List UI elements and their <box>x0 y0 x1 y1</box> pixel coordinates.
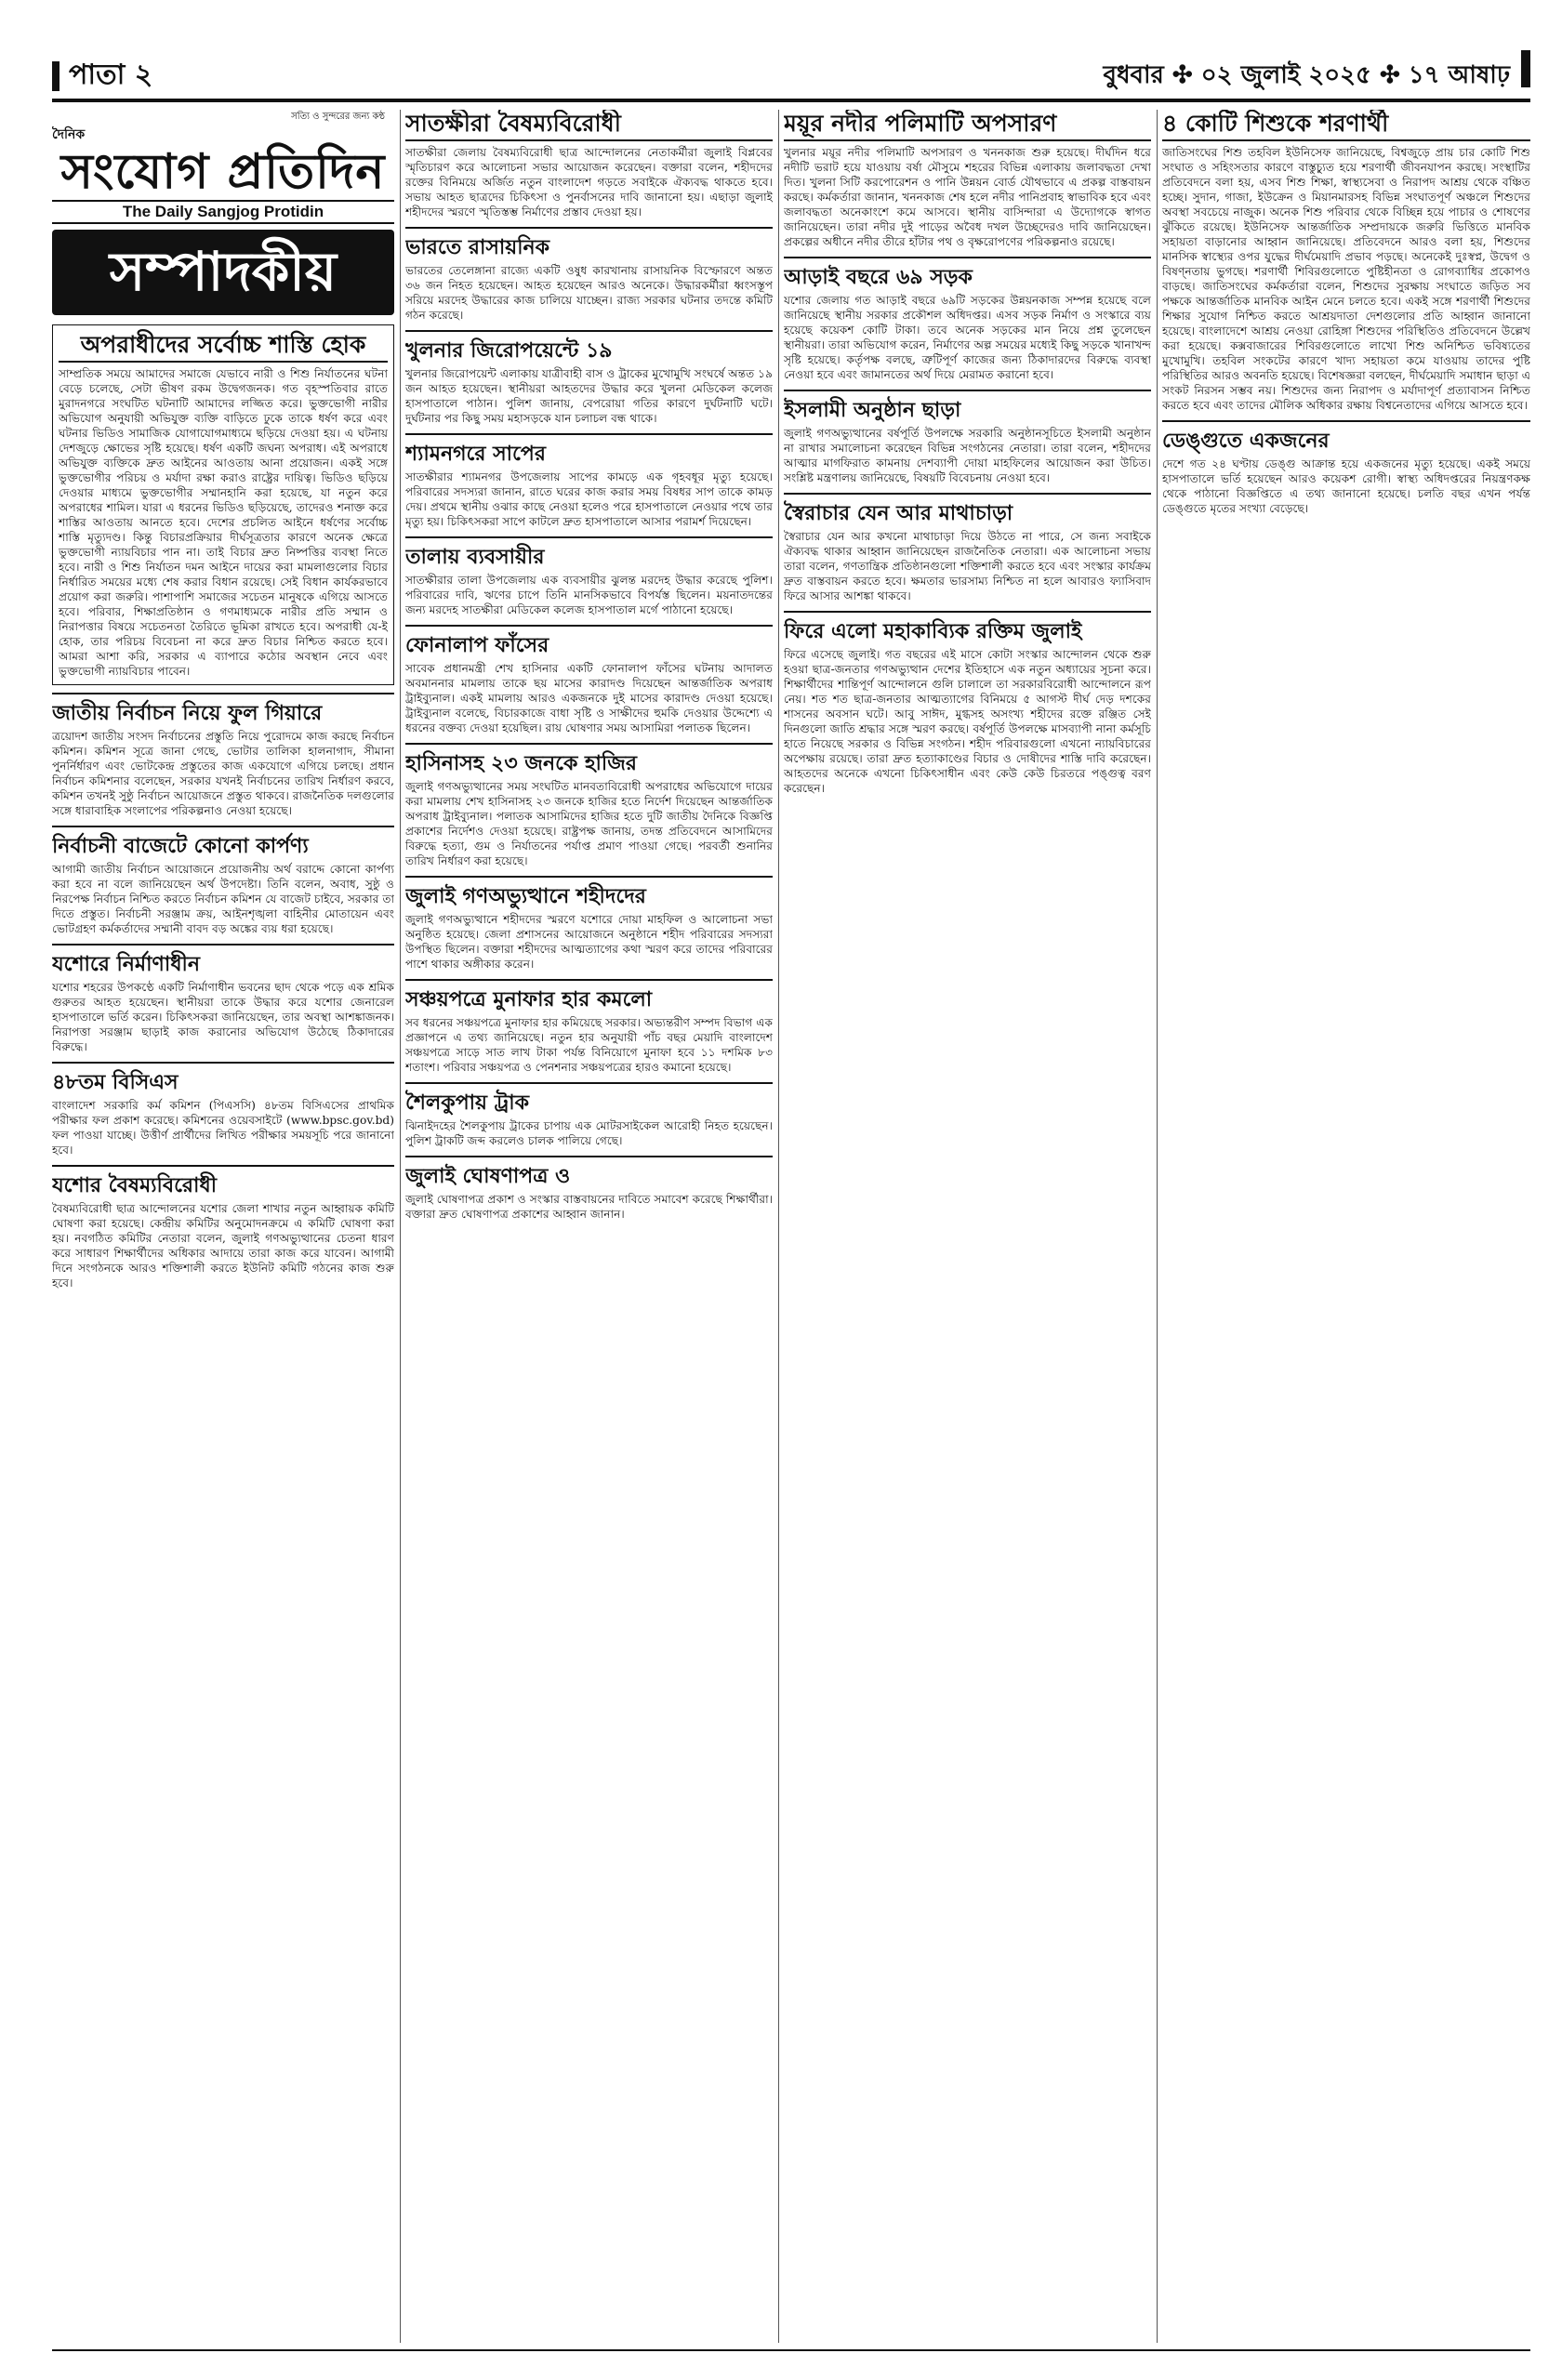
article-separator <box>52 1062 394 1064</box>
article-body: সব ধরনের সঞ্চয়পত্রে মুনাফার হার কমিয়েছে সরকার। অভ্যন্তরীণ সম্পদ বিভাগ এক প্রজ্ঞাপনে এ তথ্য জানিয়েছে। নতুন হার অনুযায়ী পাঁচ বছর মেয়াদি বাংলাদেশ সঞ্চয়পত্রে সাড়ে সাত লাখ টাকা পর্যন্ত বিনিয়োগে মুনাফা হবে ১১ দশমিক ৮৩ শতাংশ। পরিবার সঞ্চয়পত্র ও পেনশনার সঞ্চয়পত্রের হারও কমানো হয়েছে। <box>405 1016 773 1074</box>
column-1-articles <box>52 324 394 1290</box>
news-article <box>784 110 1151 249</box>
column-2-articles <box>405 110 773 1222</box>
article-headline: নির্বাচনী বাজেটে কোনো কার্পণ্য <box>52 835 309 858</box>
article-body: ভারতের তেলেঙ্গানা রাজ্যে একটি ওষুধ কারখানায় রাসায়নিক বিস্ফোরণে অন্তত ৩৬ জন নিহত হয়েছেন। আহত হয়েছেন আরও অনেকে। উদ্ধারকর্মীরা ধ্বংসস্তূপ সরিয়ে মরদেহ উদ্ধারের কাজ চালিয়ে যাচ্ছেন। রাজ্য সরকার ঘটনার তদন্তে কমিটি গঠন করেছে। <box>405 264 773 322</box>
article-headline: ইসলামী অনুষ্ঠান ছাড়া <box>784 399 961 422</box>
article-body: জাতিসংঘের শিশু তহবিল ইউনিসেফ জানিয়েছে, বিশ্বজুড়ে প্রায় চার কোটি শিশু সংঘাত ও সহিংসতার কারণে বাস্তুচ্যুত হয়ে শরণার্থী জীবনযাপন করছে। সংস্থাটির প্রতিবেদনে বলা হয়, এসব শিশু শিক্ষা, স্বাস্থ্যসেবা ও নিরাপদ আশ্রয় থেকে বঞ্চিত হচ্ছে। সুদান, গাজা, ইউক্রেন ও মিয়ানমারসহ বিভিন্ন সংঘাতপূর্ণ অঞ্চলে শিশুদের অবস্থা সবচেয়ে নাজুক। অনেক শিশু পরিবার থেকে বিচ্ছিন্ন হয়ে পাচার ও শোষণের ঝুঁকিতে রয়েছে। ইউনিসেফ আন্তর্জাতিক সম্প্রদায়কে জরুরি ভিত্তিতে মানবিক সহায়তা বাড়ানোর আহ্বান জানিয়েছে। প্রতিবেদনে আরও বলা হয়, শিশুদের মানসিক স্বাস্থ্যের ওপর যুদ্ধের দীর্ঘমেয়াদি প্রভাব পড়ছে। অনেকেই দুঃস্বপ্ন, উদ্বেগ ও বিষণ্নতায় ভুগছে। শরণার্থী শিবিরগুলোতে পুষ্টিহীনতা ও রোগব্যাধির প্রকোপও বাড়ছে। জাতিসংঘের কর্মকর্তারা বলেন, শিশুদের সুরক্ষায় সংঘাতে জড়িত সব পক্ষকে আন্তর্জাতিক মানবিক আইন মেনে চলতে হবে। একই সঙ্গে শরণার্থী শিশুদের শিক্ষার সুযোগ নিশ্চিত করতে আশ্রয়দাতা দেশগুলোর প্রতি আহ্বান জানানো হয়েছে। বাংলাদেশে আশ্রয় নেওয়া রোহিঙ্গা শিশুদের পরিস্থিতিও প্রতিবেদনে উল্লেখ করা হয়েছে। কক্সবাজারের শিবিরগুলোতে লাখো শিশু অনিশ্চিত ভবিষ্যতের মুখোমুখি। তহবিল সংকটের কারণে খাদ্য সহায়তা কমে যাওয়ায় তাদের পুষ্টি পরিস্থিতির আরও অবনতি হয়েছে। বিশেষজ্ঞরা বলছেন, দীর্ঘমেয়াদি সমাধান ছাড়া এ সংকট নিরসন সম্ভব নয়। শিশুদের জন্য নিরাপদ ও মর্যাদাপূর্ণ প্রত্যাবাসন নিশ্চিত করতে হবে এবং তাদের মৌলিক অধিকার রক্ষায় বিশ্বনেতাদের এগিয়ে আসতে হবে। <box>1162 146 1530 412</box>
news-article <box>52 1174 394 1290</box>
article-headline: অপরাধীদের সর্বোচ্চ শাস্তি হোক <box>59 331 388 363</box>
masthead-tagline: সত্যি ও সুন্দরের জন্য কন্ঠ <box>291 112 385 122</box>
news-article <box>52 324 394 685</box>
article-separator <box>784 493 1151 495</box>
article-headline: জাতীয় নির্বাচন নিয়ে ফুল গিয়ারে <box>52 702 323 725</box>
column-3-articles <box>784 110 1151 796</box>
news-article <box>405 236 773 323</box>
article-headline: সাতক্ষীরা বৈষম্যবিরোধী <box>405 110 773 141</box>
article-separator <box>405 536 773 538</box>
news-article <box>405 634 773 735</box>
masthead-prefix: দৈনিক <box>52 127 86 142</box>
article-body: যশোর জেলায় গত আড়াই বছরে ৬৯টি সড়কের উন্নয়নকাজ সম্পন্ন হয়েছে বলে জানিয়েছে স্থানীয় সরকার প্রকৌশল অধিদপ্তর। এসব সড়ক নির্মাণ ও সংস্কারে ব্যয় হয়েছে কয়েকশ কোটি টাকা। তবে অনেক সড়কের মান নিয়ে প্রশ্ন তুলেছেন স্থানীয়রা। তারা অভিযোগ করেন, নির্মাণের অল্প সময়ের মধ্যেই কিছু সড়কে খানাখন্দ সৃষ্টি হয়েছে। কর্তৃপক্ষ বলছে, ত্রুটিপূর্ণ কাজের জন্য ঠিকাদারদের বিরুদ্ধে ব্যবস্থা নেওয়া হবে এবং জামানতের অর্থ দিয়ে মেরামত করানো হবে। <box>784 294 1151 381</box>
column-divider <box>1157 110 1158 2343</box>
column-4 <box>1162 110 1530 2343</box>
article-headline: ডেঙ্গুতে একজনের <box>1162 430 1330 453</box>
article-separator <box>405 743 773 745</box>
issue-date: বুধবার ✣ ০২ জুলাই ২০২৫ ✣ ১৭ আষাঢ় <box>1103 61 1510 89</box>
news-article <box>784 502 1151 603</box>
news-article <box>784 266 1151 382</box>
article-headline: আড়াই বছরে ৬৯ সড়ক <box>784 266 973 289</box>
page-footer-rule <box>52 2349 1530 2351</box>
news-article <box>405 752 773 868</box>
article-body: বাংলাদেশ সরকারি কর্ম কমিশন (পিএসসি) ৪৮তম বিসিএসের প্রাথমিক পরীক্ষার ফল প্রকাশ করেছে। কমিশনের ওয়েবসাইটে (www.bpsc.gov.bd) ফল পাওয়া যাচ্ছে। উত্তীর্ণ প্রার্থীদের লিখিত পরীক্ষার সময়সূচি পরে জানানো হবে। <box>52 1099 394 1157</box>
article-headline: ৪৮তম বিসিএস <box>52 1071 179 1094</box>
article-separator <box>1162 420 1530 422</box>
news-article <box>52 1071 394 1157</box>
article-separator <box>405 625 773 627</box>
article-headline: স্বৈরাচার যেন আর মাথাচাড়া <box>784 502 1013 525</box>
article-separator <box>405 876 773 878</box>
article-separator <box>784 257 1151 258</box>
article-separator <box>405 433 773 435</box>
news-article <box>405 988 773 1075</box>
article-body: খুলনার ময়ূর নদীর পলিমাটি অপসারণ ও খননকাজ শুরু হয়েছে। দীর্ঘদিন ধরে নদীটি ভরাট হয়ে যাওয়ায় বর্ষা মৌসুমে শহরের বিভিন্ন এলাকায় জলাবদ্ধতা দেখা দিত। খুলনা সিটি করপোরেশন ও পানি উন্নয়ন বোর্ড যৌথভাবে এ প্রকল্প বাস্তবায়ন করছে। কর্মকর্তারা জানান, খননকাজ শেষ হলে নদীর পানিপ্রবাহ স্বাভাবিক হবে এবং জলাবদ্ধতা অনেকাংশে কমে আসবে। স্থানীয় বাসিন্দারা এ উদ্যোগকে স্বাগত জানিয়েছেন। তারা নদীর দুই পাড়ের অবৈধ দখল উচ্ছেদেরও দাবি জানিয়েছেন। প্রকল্পের অধীনে নদীর তীরে হাঁটার পথ ও বৃক্ষরোপণের পরিকল্পনাও রয়েছে। <box>784 146 1151 248</box>
article-headline: জুলাই গণঅভ্যুত্থানে শহীদদের <box>405 885 646 908</box>
article-headline: শৈলকুপায় ট্রাক <box>405 1091 530 1115</box>
column-3 <box>784 110 1151 2343</box>
article-headline: তালায় ব্যবসায়ীর <box>405 546 545 569</box>
news-article <box>405 885 773 972</box>
article-body: সাতক্ষীরার তালা উপজেলায় এক ব্যবসায়ীর ঝুলন্ত মরদেহ উদ্ধার করেছে পুলিশ। পরিবারের দাবি, ঋণের চাপে তিনি মানসিকভাবে বিপর্যস্ত ছিলেন। ময়নাতদন্তের জন্য মরদেহ সাতক্ষীরা মেডিকেল কলেজ হাসপাতাল মর্গে পাঠানো হয়েছে। <box>405 574 773 616</box>
article-separator <box>52 1165 394 1167</box>
article-separator <box>405 1082 773 1084</box>
masthead <box>52 110 394 224</box>
article-body: ফিরে এসেছে জুলাই। গত বছরের এই মাসে কোটা সংস্কার আন্দোলন থেকে শুরু হওয়া ছাত্র-জনতার গণঅভ্যুত্থান দেশের ইতিহাসে এক নতুন অধ্যায়ের সূচনা করে। শিক্ষার্থীদের শান্তিপূর্ণ আন্দোলনে গুলি চালালে তা সরকারবিরোধী আন্দোলনে রূপ নেয়। শত শত ছাত্র-জনতার আত্মত্যাগের বিনিময়ে ৫ আগস্ট দীর্ঘ দেড় দশকের শাসনের অবসান ঘটে। আবু সাঈদ, মুগ্ধসহ অসংখ্য শহীদের রক্তে রঞ্জিত সেই দিনগুলো জাতি শ্রদ্ধার সঙ্গে স্মরণ করছে। বর্ষপূর্তি উপলক্ষে মাসব্যাপী নানা কর্মসূচি হাতে নিয়েছে সরকার ও বিভিন্ন সংগঠন। শহীদ পরিবারগুলো এখনো ন্যায়বিচারের অপেক্ষায় রয়েছে। তারা দ্রুত হত্যাকাণ্ডের বিচার ও দোষীদের শাস্তি দাবি করেছেন। আহতদের অনেকে এখনো চিকিৎসাধীন এবং কেউ কেউ চিরতরে পঙ্গুত্ব বরণ করেছেন। <box>784 648 1151 795</box>
article-headline: হাসিনাসহ ২৩ জনকে হাজির <box>405 752 638 775</box>
news-article <box>405 546 773 617</box>
news-article <box>1162 430 1530 516</box>
article-body: খুলনার জিরোপয়েন্ট এলাকায় যাত্রীবাহী বাস ও ট্রাকের মুখোমুখি সংঘর্ষে অন্তত ১৯ জন আহত হয়েছেন। স্থানীয়রা আহতদের উদ্ধার করে খুলনা মেডিকেল কলেজ হাসপাতালে পাঠান। পুলিশ জানায়, বেপরোয়া গতির কারণে দুর্ঘটনাটি ঘটে। দুর্ঘটনার পর কিছু সময় মহাসড়কে যান চলাচল বন্ধ থাকে। <box>405 367 773 425</box>
article-headline: ফোনালাপ ফাঁসের <box>405 634 549 657</box>
article-body: দেশে গত ২৪ ঘণ্টায় ডেঙ্গু আক্রান্ত হয়ে একজনের মৃত্যু হয়েছে। একই সময়ে হাসপাতালে ভর্তি হয়েছেন আরও কয়েকশ রোগী। স্বাস্থ্য অধিদপ্তরের নিয়ন্ত্রণকক্ষ থেকে পাঠানো বিজ্ঞপ্তিতে এ তথ্য জানানো হয়েছে। চলতি বছর এখন পর্যন্ত ডেঙ্গুতে মৃতের সংখ্যা বেড়েছে। <box>1162 457 1530 515</box>
article-body: সাবেক প্রধানমন্ত্রী শেখ হাসিনার একটি ফোনালাপ ফাঁসের ঘটনায় আদালত অবমাননার মামলায় তাকে ছয় মাসের কারাদণ্ড দিয়েছেন আন্তর্জাতিক অপরাধ ট্রাইব্যুনাল। একই মামলায় আরও একজনকে দুই মাসের কারাদণ্ড দেওয়া হয়েছে। ট্রাইব্যুনাল বলেছে, বিচারকাজে বাধা সৃষ্টি ও সাক্ষীদের হুমকি দেওয়ার উদ্দেশ্যে এ ধরনের বক্তব্য দেওয়া হয়েছিল। রায় ঘোষণার সময় আসামিরা পলাতক ছিলেন। <box>405 662 773 734</box>
column-divider <box>778 110 779 2343</box>
article-body: জুলাই গণঅভ্যুত্থানে শহীদদের স্মরণে যশোরে দোয়া মাহফিল ও আলোচনা সভা অনুষ্ঠিত হয়েছে। জেলা প্রশাসনের আয়োজনে অনুষ্ঠানে শহীদ পরিবারের সদস্যরা উপস্থিত ছিলেন। বক্তারা শহীদদের আত্মত্যাগের কথা স্মরণ করে তাদের পরিবারের পাশে থাকার অঙ্গীকার করেন। <box>405 913 773 971</box>
news-article <box>405 443 773 529</box>
article-body: জুলাই গণঅভ্যুত্থানের সময় সংঘটিত মানবতাবিরোধী অপরাধের অভিযোগে দায়ের করা মামলায় শেখ হাসিনাসহ ২৩ জনকে হাজির হতে নির্দেশ দিয়েছেন আন্তর্জাতিক অপরাধ ট্রাইব্যুনাল। পলাতক আসামিদের হাজির হতে দুটি জাতীয় দৈনিকে বিজ্ঞপ্তি প্রকাশের নির্দেশও দেওয়া হয়েছে। রাষ্ট্রপক্ষ জানায়, তদন্ত প্রতিবেদনে আসামিদের বিরুদ্ধে হত্যা, গুম ও নির্যাতনের পর্যাপ্ত প্রমাণ পাওয়া গেছে। পরবর্তী শুনানির তারিখ নির্ধারণ করা হয়েছে। <box>405 780 773 867</box>
column-2 <box>405 110 773 2343</box>
article-body: আগামী জাতীয় নির্বাচন আয়োজনে প্রয়োজনীয় অর্থ বরাদ্দে কোনো কার্পণ্য করা হবে না বলে জানিয়েছেন অর্থ উপদেষ্টা। তিনি বলেন, অবাধ, সুষ্ঠু ও নিরপেক্ষ নির্বাচন নিশ্চিত করতে নির্বাচন কমিশন যে বাজেট চাইবে, সরকার তা দিতে প্রস্তুত। নির্বাচনী সরঞ্জাম ক্রয়, আইনশৃঙ্খলা বাহিনীর মোতায়েন এবং ভোটগ্রহণ কর্মকর্তাদের সম্মানী বাবদ বড় অঙ্কের ব্যয় ধরা হয়েছে। <box>52 863 394 935</box>
article-body: সাতক্ষীরার শ্যামনগর উপজেলায় সাপের কামড়ে এক গৃহবধূর মৃত্যু হয়েছে। পরিবারের সদস্যরা জানান, রাতে ঘরের কাজ করার সময় বিষধর সাপ তাকে কামড় দেয়। প্রথমে স্থানীয় ওঝার কাছে নেওয়া হলেও পরে হাসপাতালে নেওয়ার পথে তার মৃত্যু হয়। চিকিৎসকরা সাপে কাটলে দ্রুত হাসপাতালে আসার পরামর্শ দিয়েছেন। <box>405 470 773 528</box>
article-body: সাতক্ষীরা জেলায় বৈষম্যবিরোধী ছাত্র আন্দোলনের নেতাকর্মীরা জুলাই বিপ্লবের স্মৃতিচারণ করে আলোচনা সভার আয়োজন করেছেন। বক্তারা বলেন, শহীদদের রক্তের বিনিময়ে অর্জিত নতুন বাংলাদেশ গড়তে সবাইকে ঐক্যবদ্ধ থাকতে হবে। সভায় আহত ছাত্রদের চিকিৎসা ও পুনর্বাসনের দাবি জানানো হয়। এছাড়া জুলাই শহীদদের স্মরণে স্মৃতিস্তম্ভ নির্মাণের প্রস্তাব দেওয়া হয়। <box>405 146 773 218</box>
article-separator <box>784 390 1151 391</box>
article-separator <box>405 330 773 332</box>
editorial-banner: সম্পাদকীয় <box>52 230 394 315</box>
column-4-articles <box>1162 110 1530 516</box>
news-article <box>784 399 1151 485</box>
article-headline: ৪ কোটি শিশুকে শরণার্থী <box>1162 110 1530 141</box>
article-body: জুলাই গণঅভ্যুত্থানের বর্ষপূর্তি উপলক্ষে সরকারি অনুষ্ঠানসূচিতে ইসলামী অনুষ্ঠান না রাখার সমালোচনা করেছেন বিভিন্ন সংগঠনের নেতারা। তারা বলেন, শহীদদের আত্মার মাগফিরাত কামনায় দেশব্যাপী দোয়া মাহফিলের আয়োজন করা উচিত। সংশ্লিষ্ট মন্ত্রণালয় জানিয়েছে, বিষয়টি বিবেচনায় নেওয়া হবে। <box>784 427 1151 484</box>
page-number: পাতা ২ <box>52 52 152 99</box>
article-headline: শ্যামনগরে সাপের <box>405 443 546 466</box>
news-article <box>405 339 773 426</box>
article-headline: যশোরে নির্মাণাধীন <box>52 953 200 976</box>
article-separator <box>405 979 773 981</box>
article-headline: ফিরে এলো মহাকাব্যিক রক্তিম জুলাই <box>784 620 1082 643</box>
news-article <box>52 835 394 936</box>
page-header <box>52 46 1530 102</box>
article-headline: ভারতে রাসায়নিক <box>405 236 550 259</box>
column-1 <box>52 110 394 2343</box>
news-article <box>405 1091 773 1148</box>
masthead-title: সংযোগ প্রতিদিন <box>60 144 386 200</box>
news-article <box>1162 110 1530 413</box>
news-article <box>784 620 1151 796</box>
article-headline: সঞ্চয়পত্রে মুনাফার হার কমলো <box>405 988 653 1012</box>
article-separator <box>52 693 394 694</box>
article-separator <box>405 227 773 229</box>
article-separator <box>784 611 1151 613</box>
article-body: যশোর শহরের উপকণ্ঠে একটি নির্মাণাধীন ভবনের ছাদ থেকে পড়ে এক শ্রমিক গুরুতর আহত হয়েছেন। স্থানীয়রা তাকে উদ্ধার করে যশোর জেনারেল হাসপাতালে ভর্তি করেন। চিকিৎসকরা জানিয়েছেন, তার অবস্থা আশঙ্কাজনক। নিরাপত্তা সরঞ্জাম ছাড়াই কাজ করানোর অভিযোগ উঠেছে ঠিকাদারের বিরুদ্ধে। <box>52 981 394 1053</box>
header-bar <box>1521 50 1530 87</box>
news-article <box>405 110 773 219</box>
article-body: স্বৈরাচার যেন আর কখনো মাথাচাড়া দিয়ে উঠতে না পারে, সে জন্য সবাইকে ঐক্যবদ্ধ থাকার আহ্বান জানিয়েছেন রাজনৈতিক নেতারা। এক আলোচনা সভায় তারা বলেন, গণতান্ত্রিক প্রতিষ্ঠানগুলো শক্তিশালী করতে হবে এবং সংস্কার কার্যক্রম দ্রুত বাস্তবায়ন করতে হবে। ক্ষমতার ভারসাম্য নিশ্চিত না হলে আবারও ফ্যাসিবাদ ফিরে আসার আশঙ্কা থাকবে। <box>784 530 1151 602</box>
article-body: ঝিনাইদহের শৈলকুপায় ট্রাকের চাপায় এক মোটরসাইকেল আরোহী নিহত হয়েছেন। পুলিশ ট্রাকটি জব্দ করলেও চালক পালিয়ে গেছে। <box>405 1119 773 1147</box>
news-article <box>405 1165 773 1222</box>
article-separator <box>405 1156 773 1157</box>
column-divider <box>400 110 401 2343</box>
article-headline: যশোর বৈষম্যবিরোধী <box>52 1174 218 1197</box>
article-body: সাম্প্রতিক সময়ে আমাদের সমাজে যেভাবে নারী ও শিশু নির্যাতনের ঘটনা বেড়ে চলেছে, সেটা ভীষণ রকম উদ্বেগজনক। গত বৃহস্পতিবার রাতে মুরাদনগরে সংঘটিত ঘটনাটি আমাদের লজ্জিত করে। ভুক্তভোগী নারীর অভিযোগ অনুযায়ী অভিযুক্ত ব্যক্তি বাড়িতে ঢুকে তাকে ধর্ষণ করে এবং ঘটনার ভিডিও সামাজিক যোগাযোগমাধ্যমে ছড়িয়ে দেওয়া হয়। এ ঘটনায় দেশজুড়ে ক্ষোভের সৃষ্টি হয়েছে। ধর্ষণ একটি জঘন্য অপরাধ। এই অপরাধে অভিযুক্ত ব্যক্তিকে দ্রুত আইনের আওতায় আনা প্রয়োজন। একই সঙ্গে ভুক্তভোগীর পরিচয় ও মর্যাদা রক্ষা করাও রাষ্ট্রের দায়িত্ব। ভিডিও ছড়িয়ে দেওয়ার মাধ্যমে ভুক্তভোগীর সম্মানহানি করা হয়েছে, যা নতুন করে অপরাধের শামিল। যারা এ ধরনের ভিডিও ছড়িয়েছে, তাদেরও শনাক্ত করে শাস্তির আওতায় আনতে হবে। দেশের প্রচলিত আইনে ধর্ষণের সর্বোচ্চ শাস্তি মৃত্যুদণ্ড। কিন্তু বিচারপ্রক্রিয়ার দীর্ঘসূত্রতার কারণে অনেক ক্ষেত্রে ভুক্তভোগী ন্যায়বিচার পান না। তাই বিচার দ্রুত নিষ্পত্তির ব্যবস্থা নিতে হবে। নারী ও শিশু নির্যাতন দমন আইনে দায়ের করা মামলাগুলোর বিচার নির্ধারিত সময়ের মধ্যে শেষ করার বিধান রয়েছে। সেই বিধান কার্যকরভাবে প্রয়োগ করা জরুরি। পাশাপাশি সমাজের সচেতন মানুষকে এগিয়ে আসতে হবে। পরিবার, শিক্ষাপ্রতিষ্ঠান ও গণমাধ্যমকে নারীর প্রতি সম্মান ও নিরাপত্তার বিষয়ে সচেতনতা তৈরিতে ভূমিকা রাখতে হবে। অপরাধী যে-ই হোক, তার পরিচয় বিবেচনা না করে দ্রুত বিচার নিশ্চিত করতে হবে। আমরা আশা করি, সরকার এ ব্যাপারে কঠোর অবস্থান নেবে এবং ভুক্তভোগী ন্যায়বিচার পাবেন। <box>59 367 388 678</box>
article-body: জুলাই ঘোষণাপত্র প্রকাশ ও সংস্কার বাস্তবায়নের দাবিতে সমাবেশ করেছে শিক্ষার্থীরা। বক্তারা দ্রুত ঘোষণাপত্র প্রকাশের আহ্বান জানান। <box>405 1193 773 1221</box>
article-body: বৈষম্যবিরোধী ছাত্র আন্দোলনের যশোর জেলা শাখার নতুন আহ্বায়ক কমিটি ঘোষণা করা হয়েছে। কেন্দ্রীয় কমিটির অনুমোদনক্রমে এ কমিটি ঘোষণা করা হয়। নবগঠিত কমিটির নেতারা বলেন, জুলাই গণঅভ্যুত্থানের চেতনা ধারণ করে সাধারণ শিক্ষার্থীদের অধিকার আদায়ে তারা কাজ করে যাবেন। আগামী দিনে সংগঠনকে আরও শক্তিশালী করতে ইউনিট কমিটি গঠনের কাজ শুরু হবে। <box>52 1202 394 1289</box>
article-headline: জুলাই ঘোষণাপত্র ও <box>405 1165 571 1188</box>
article-headline: খুলনার জিরোপয়েন্টে ১৯ <box>405 339 613 363</box>
news-article <box>52 953 394 1054</box>
masthead-english: The Daily Sangjog Protidin <box>52 200 394 224</box>
article-separator <box>52 944 394 945</box>
article-separator <box>52 826 394 827</box>
news-article <box>52 702 394 818</box>
article-body: ত্রয়োদশ জাতীয় সংসদ নির্বাচনের প্রস্তুতি নিয়ে পুরোদমে কাজ করছে নির্বাচন কমিশন। কমিশন সূত্রে জানা গেছে, ভোটার তালিকা হালনাগাদ, সীমানা পুনর্নির্ধারণ এবং ভোটকেন্দ্র প্রস্তুতের কাজ একযোগে এগিয়ে চলছে। প্রধান নির্বাচন কমিশনার বলেছেন, সরকার যখনই নির্বাচনের তারিখ নির্ধারণ করবে, কমিশন তখনই সুষ্ঠু নির্বাচন আয়োজনে প্রস্তুত থাকবে। রাজনৈতিক দলগুলোর সঙ্গে ধারাবাহিক সংলাপের পরিকল্পনাও নেওয়া হয়েছে। <box>52 730 394 817</box>
article-headline: ময়ূর নদীর পলিমাটি অপসারণ <box>784 110 1151 141</box>
